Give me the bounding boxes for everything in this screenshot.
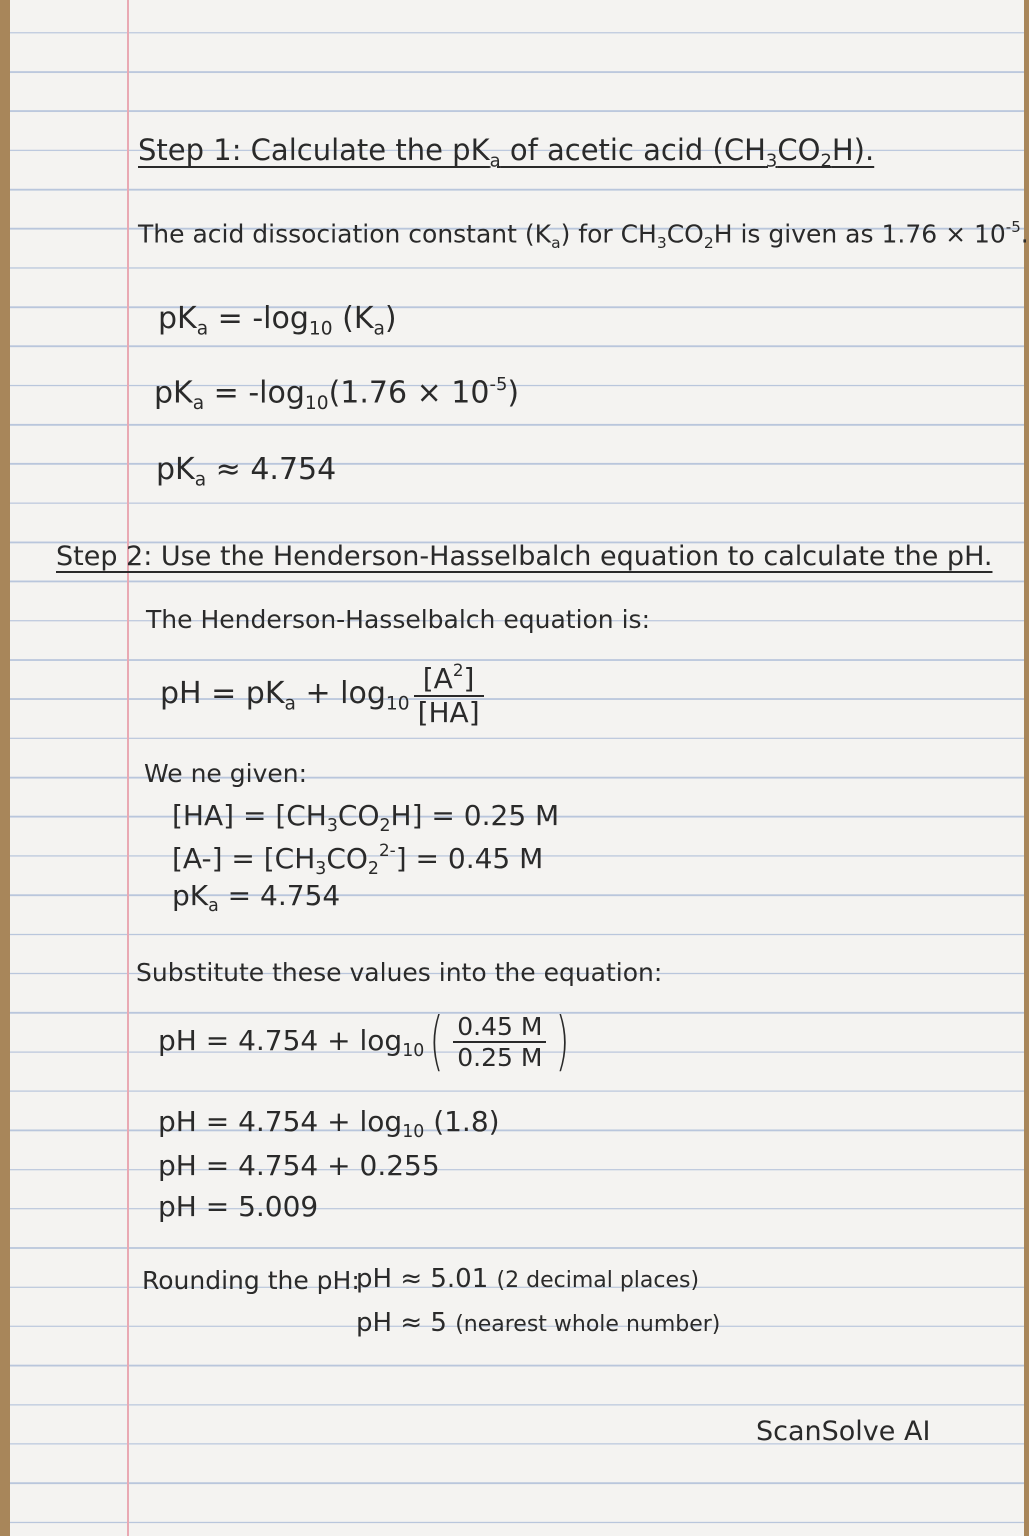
step2-intro: The Henderson-Hasselbalch equation is: [146,605,650,634]
step1-equation-3: $pK_a \approx 4.754$ [156,452,337,491]
step1-equation-1: $pK_a = -\log_{10}$ $(K_a)$ [158,301,397,340]
step1-given-text: The acid dissociation constant $(K_a)$ for $CH_3CO_2H$ is given as $1.76 \times 10^{-5}$. [138,218,1029,252]
given-a-minus: $[A-] = [CH_3CO_2^{2-}] = 0.45$ M [172,840,544,879]
margin-line [127,0,129,1536]
step1-equation-2: $pK_a = -\log_{10}(1.76 \times 10^{-5})$ [154,374,520,415]
given-pka: $pK_a = 4.754$ [172,879,341,917]
notebook-paper [10,0,1029,1536]
hh-fraction: $\frac{[A^2]}{[HA]}$ [414,662,484,727]
henderson-hasselbalch-equation: pH = $pK_a + \log_{10}$ $\frac{[A^2]}{[HA]}$ [160,662,488,727]
ph-result: pH = 5.009 [158,1190,319,1223]
step1-title: Step 1: Calculate the $pK_a$ of acetic acid $(CH_3CO_2H)$. [138,133,875,172]
substituted-equation: pH = $4.754 + \log_{10}$( $\frac{0.45 M}{0.25 M}$ ) [158,1005,570,1079]
substituted-fraction: $\frac{0.45 M}{0.25 M}$ [453,1014,546,1070]
given-ha: $[HA] = [CH_3CO_2H] = 0.25$ M [172,799,560,837]
rounding-two-decimals: pH ≈ 5.01 (2 decimal places) [356,1264,700,1294]
step2-title: Step 2: Use the Henderson-Hasselbalch equation to calculate the pH. [56,541,993,572]
rounding-label: Rounding the pH: [142,1266,360,1295]
ph-step-sum: pH = 4.754 + 0.255 [158,1149,440,1182]
rounding-whole-number: pH ≈ 5 (nearest whole number) [356,1308,721,1338]
given-intro: We ne given: [144,759,308,788]
ph-step-log: pH = $4.754 + \log_{10} (1.8)$ [158,1105,500,1143]
signature: ScanSolve AI [756,1416,931,1447]
substitute-intro: Substitute these values into the equation: [136,958,663,987]
